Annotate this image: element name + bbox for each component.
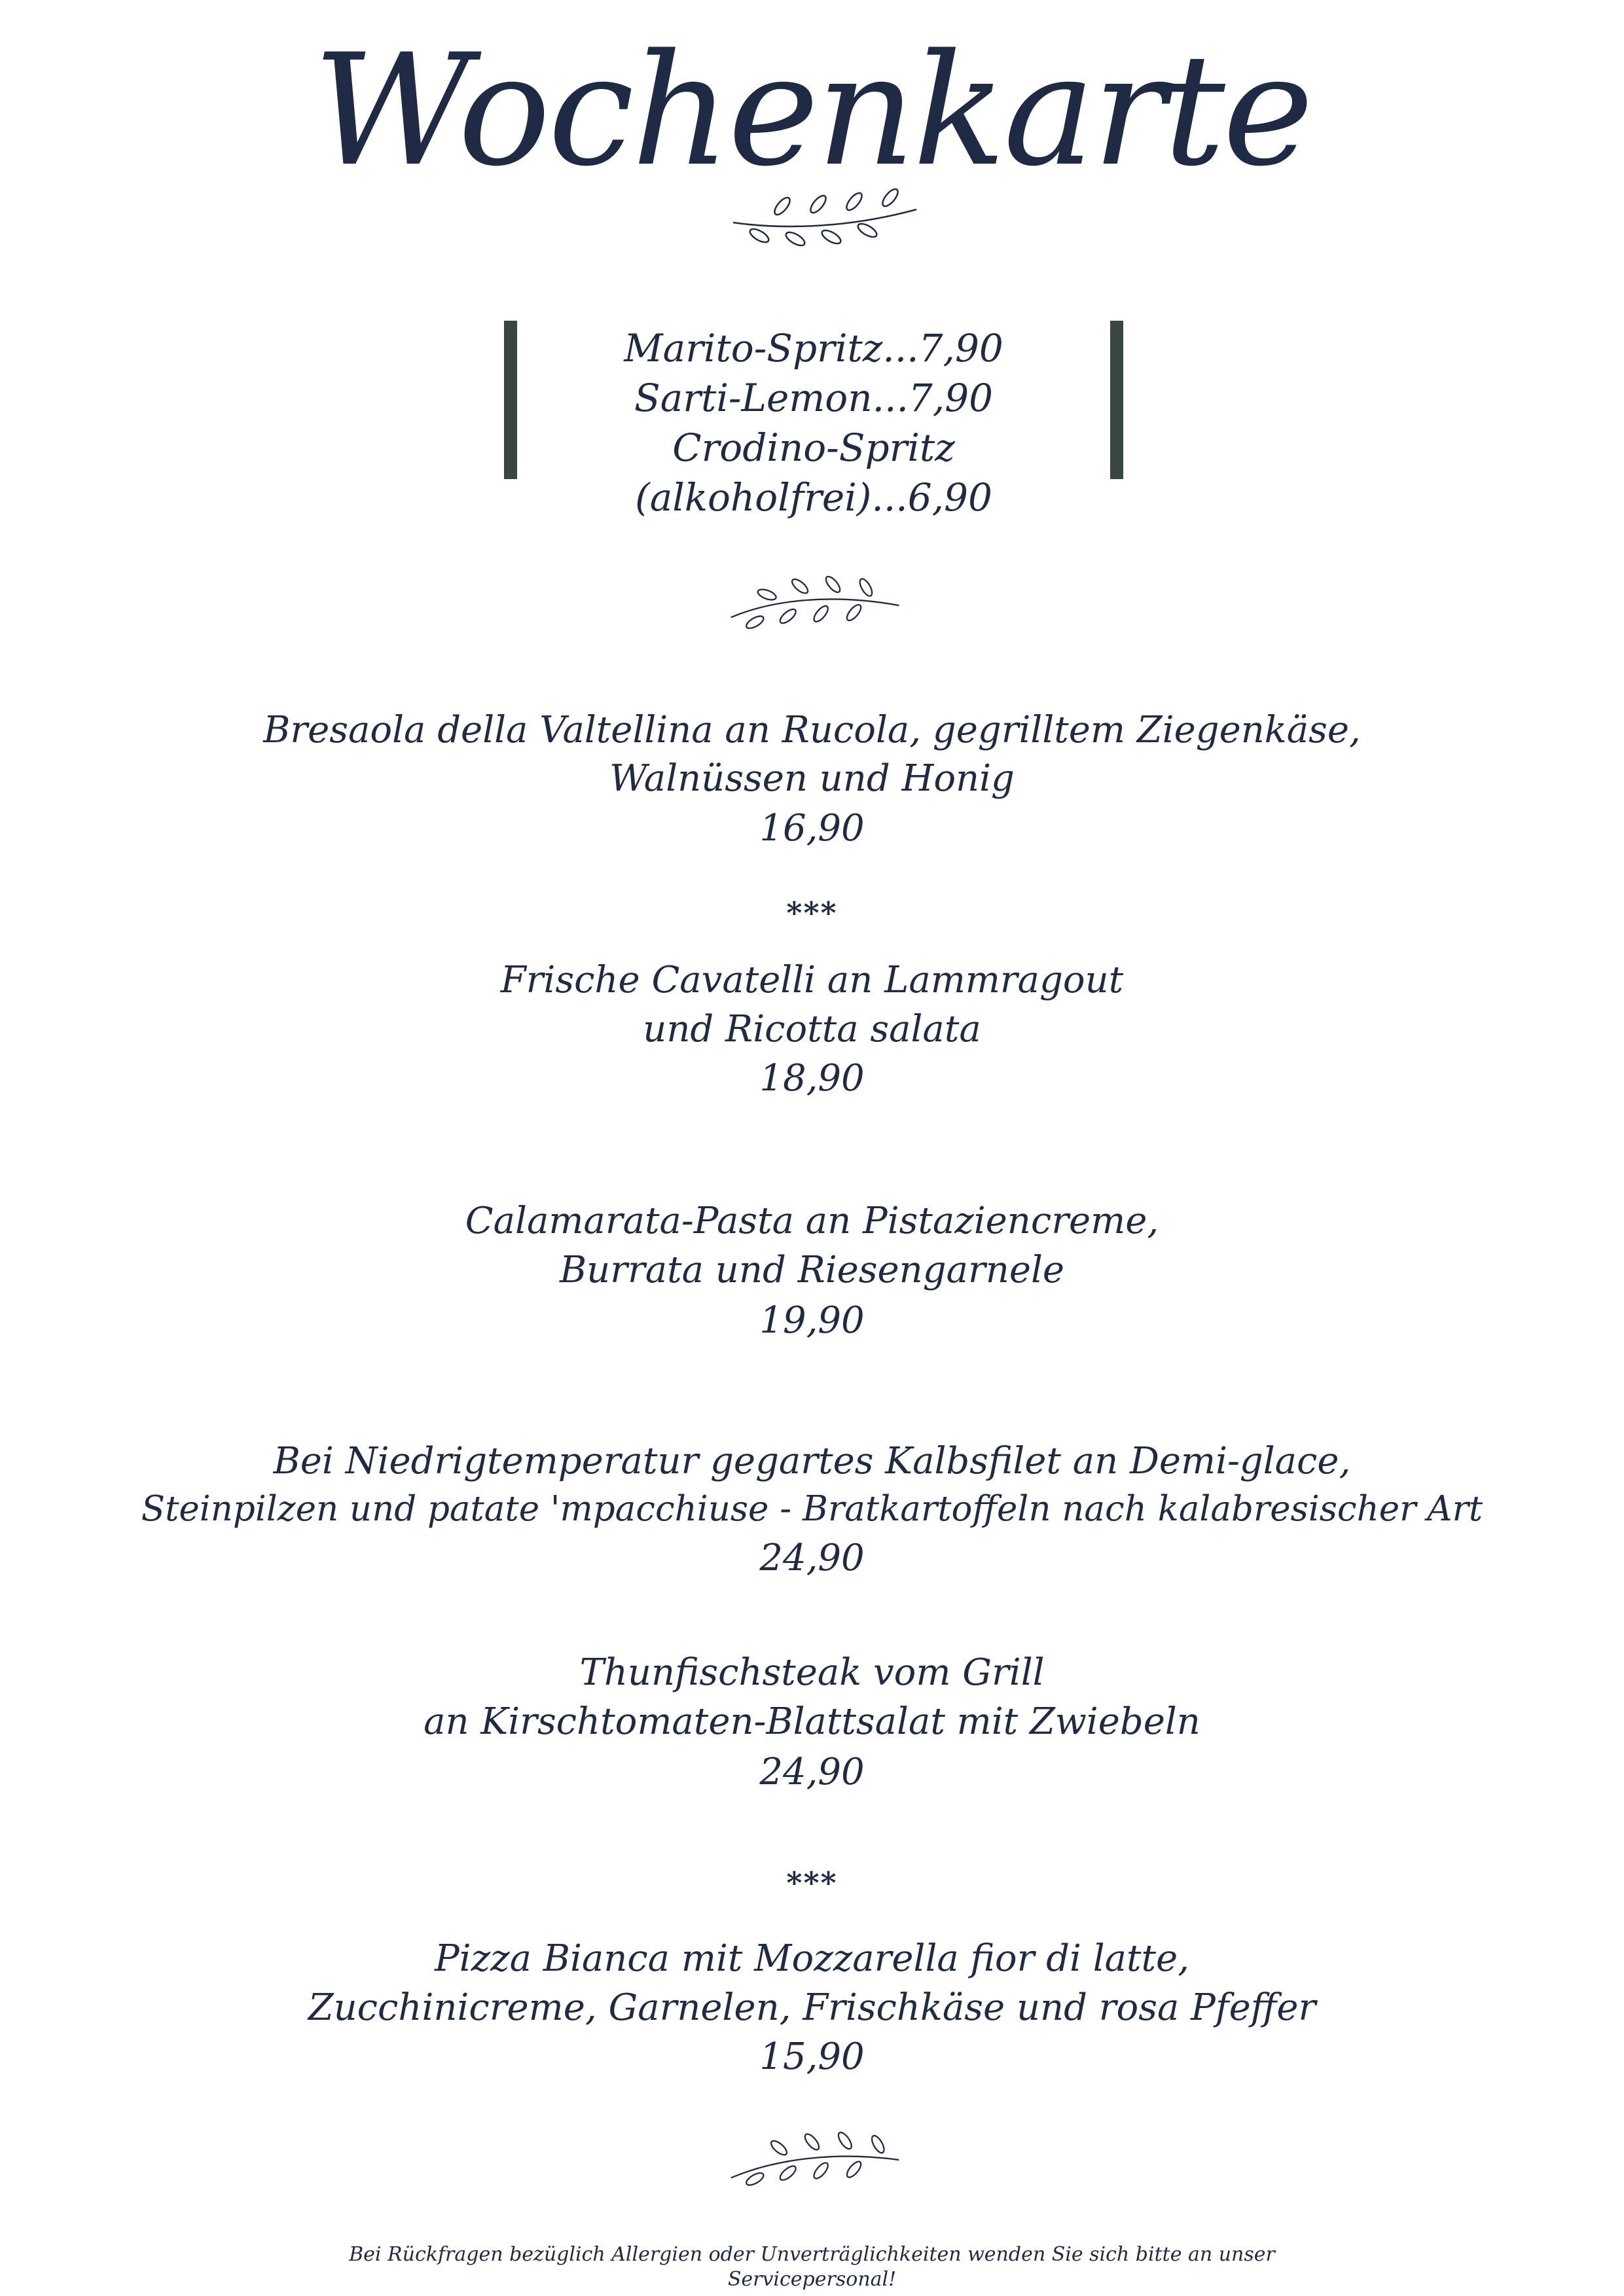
- leaf-sprig-icon: [727, 183, 923, 262]
- dish-line: Bei Niedrigtemperatur gegartes Kalbsfilet an Demi-glace,: [273, 1440, 1351, 1482]
- drink-item: Crodino-Spritz (alkoholfrei)...6,90: [635, 425, 992, 520]
- dish-price: 18,90: [759, 1057, 865, 1100]
- drink-item: Marito-Spritz...7,90: [624, 326, 1003, 370]
- dish-price: 15,90: [759, 2036, 865, 2078]
- footer-note: Servicepersonal!: [727, 2268, 897, 2291]
- separator: ***: [786, 1865, 838, 1901]
- dish-line: und Ricotta salata: [643, 1008, 981, 1050]
- dish-line: Bresaola della Valtellina an Rucola, gegrilltem Ziegenkäse,: [263, 709, 1361, 751]
- dish-line: an Kirschtomaten-Blattsalat mit Zwiebeln: [424, 1700, 1200, 1743]
- dish-line: Calamarata-Pasta an Pistaziencreme,: [465, 1200, 1159, 1242]
- page-title: Wochenkarte: [313, 22, 1311, 200]
- dish-price: 24,90: [759, 1537, 865, 1579]
- drinks-box: [504, 321, 1123, 520]
- dish-line: Thunfischsteak vom Grill: [579, 1651, 1045, 1694]
- dish-price: 24,90: [759, 1751, 865, 1793]
- dish-line: Steinpilzen und patate 'mpacchiuse - Bratkartoffeln nach kalabresischer Art: [141, 1489, 1483, 1529]
- dish-line: Walnüssen und Honig: [609, 757, 1015, 800]
- dish-price: 19,90: [759, 1299, 865, 1342]
- dish-price: 16,90: [759, 807, 865, 850]
- drink-item: Sarti-Lemon...7,90: [634, 376, 994, 420]
- leaf-sprig-icon: [723, 2124, 907, 2196]
- separator: ***: [786, 895, 838, 931]
- dish-line: Frische Cavatelli an Lammragout: [500, 959, 1124, 1001]
- dish-line: Burrata und Riesengarnele: [559, 1249, 1065, 1291]
- dish-line: Zucchinicreme, Garnelen, Frischkäse und rosa Pfeffer: [308, 1986, 1316, 2029]
- leaf-sprig-icon: [723, 569, 907, 641]
- dish-line: Pizza Bianca mit Mozzarella fior di latte,: [435, 1937, 1189, 1980]
- footer-note: Bei Rückfragen bezüglich Allergien oder Unverträglichkeiten wenden Sie sich bitte an unser: [349, 2243, 1275, 2266]
